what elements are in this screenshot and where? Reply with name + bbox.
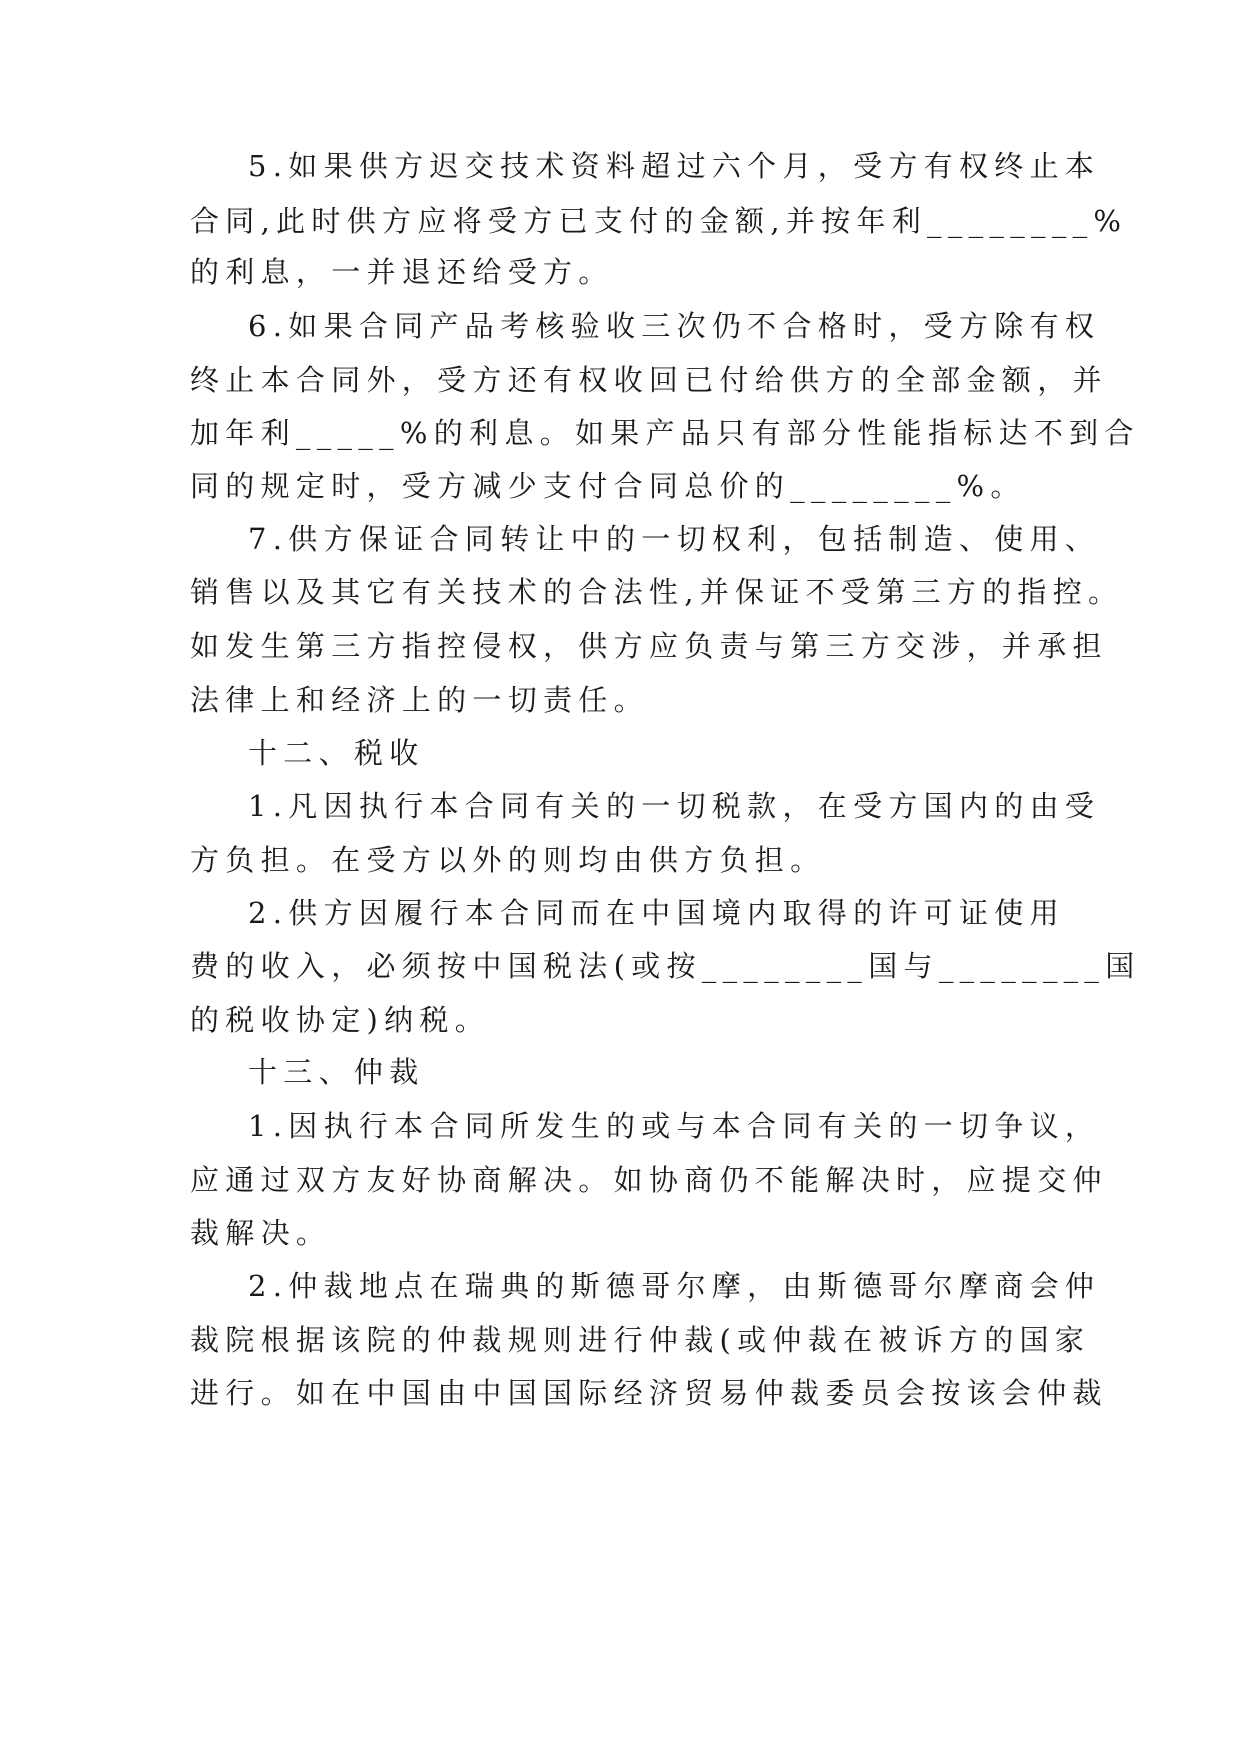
- text-line: 合同,此时供方应将受方已支付的金额,并按年利________%: [190, 204, 1128, 238]
- section-heading: 十二、税收: [248, 736, 425, 770]
- text-line: 的税收协定)纳税。: [190, 1003, 491, 1037]
- text-line: 进行。如在中国由中国国际经济贸易仲裁委员会按该会仲裁: [190, 1376, 1108, 1410]
- text-line: 5.如果供方迟交技术资料超过六个月，受方有权终止本: [248, 149, 1101, 183]
- text-line: 同的规定时，受方减少支付合同总价的________%。: [190, 469, 1026, 503]
- text-line: 法律上和经济上的一切责任。: [190, 683, 649, 717]
- text-line: 加年利_____%的利息。如果产品只有部分性能指标达不到合: [190, 416, 1140, 450]
- text-line: 1.凡因执行本合同有关的一切税款，在受方国内的由受: [248, 789, 1101, 823]
- text-line: 裁院根据该院的仲裁规则进行仲裁(或仲裁在被诉方的国家: [190, 1323, 1091, 1357]
- text-line: 销售以及其它有关技术的合法性,并保证不受第三方的指控。: [190, 575, 1124, 609]
- text-line: 终止本合同外，受方还有权收回已付给供方的全部金额，并: [190, 363, 1108, 397]
- text-line: 2.仲裁地点在瑞典的斯德哥尔摩，由斯德哥尔摩商会仲: [248, 1269, 1101, 1303]
- text-line: 费的收入，必须按中国税法(或按________国与________国: [190, 949, 1141, 983]
- text-line: 如发生第三方指控侵权，供方应负责与第三方交涉，并承担: [190, 629, 1108, 663]
- text-line: 的利息，一并退还给受方。: [190, 255, 614, 289]
- text-line: 应通过双方友好协商解决。如协商仍不能解决时，应提交仲: [190, 1163, 1108, 1197]
- text-line: 方负担。在受方以外的则均由供方负担。: [190, 843, 826, 877]
- text-line: 6.如果合同产品考核验收三次仍不合格时，受方除有权: [248, 309, 1101, 343]
- text-line: 7.供方保证合同转让中的一切权利，包括制造、使用、: [248, 522, 1101, 556]
- section-heading: 十三、仲裁: [248, 1055, 425, 1089]
- text-line: 1.因执行本合同所发生的或与本合同有关的一切争议，: [248, 1109, 1101, 1143]
- text-line: 2.供方因履行本合同而在中国境内取得的许可证使用: [248, 896, 1065, 930]
- text-line: 裁解决。: [190, 1216, 332, 1250]
